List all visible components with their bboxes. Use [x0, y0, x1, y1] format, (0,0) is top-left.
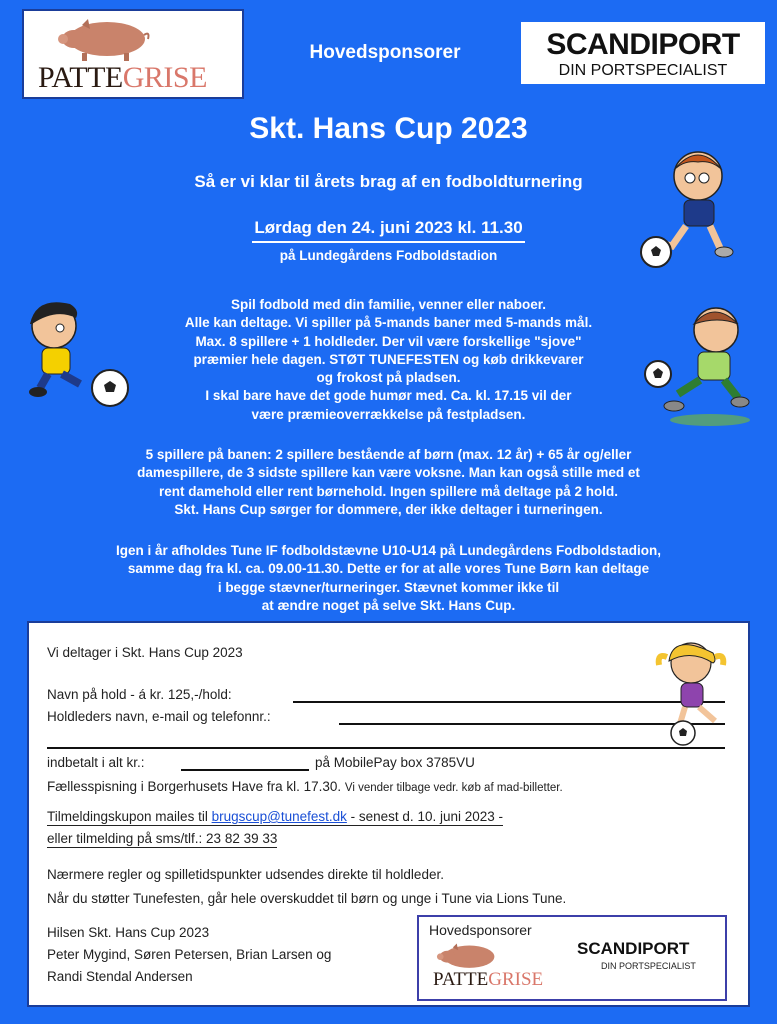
text-line: og frokost på pladsen.	[316, 370, 461, 386]
support-note: Når du støtter Tunefesten, går hele overskuddet til børn og unge i Tune via Lions Tune.	[47, 891, 567, 906]
text-line: rent damehold eller rent børnehold. Ingen spillere må deltage på 2 hold.	[158, 483, 619, 499]
organizer-names-1: Peter Mygind, Søren Petersen, Brian Larsen og	[47, 947, 332, 962]
scandiport-wordmark: SCANDIPORT	[546, 28, 740, 61]
intro-paragraph	[0, 296, 777, 424]
team-name-label: Navn på hold - á kr. 125,-/hold:	[47, 687, 232, 702]
scandiport-tagline: DIN PORTSPECIALIST	[558, 62, 728, 79]
coupon-intro: Vi deltager i Skt. Hans Cup 2023	[47, 645, 243, 660]
greeting: Hilsen Skt. Hans Cup 2023	[47, 925, 210, 940]
text-line: Spil fodbold med din familie, venner eller naboer.	[230, 297, 547, 312]
mail-instructions: Tilmeldingskupon mailes til brugscup@tunefest.dk - senest d. 10. juni 2023 -	[47, 809, 503, 824]
page-title: Skt. Hans Cup 2023	[249, 112, 528, 145]
text-line: 5 spillere på banen: 2 spillere bestående af børn (max. 12 år) + 65 år og/eller	[145, 447, 632, 462]
text-line: damespillere, de 3 sidste spillere kan være voksne. Man kan også stille med et	[137, 465, 640, 481]
sponsor-pattegrise: PATTEGRISE	[433, 969, 544, 990]
email-link[interactable]: brugscup@tunefest.dk	[211, 809, 347, 824]
text-line: præmier hele dagen. STØT TUNEFESTEN og køb drikkevarer	[193, 351, 584, 367]
text-line: samme dag fra kl. ca. 09.00-11.30. Dette er for at alle vores Tune Børn kan deltage	[127, 561, 650, 577]
mobilepay-text: på MobilePay box 3785VU	[315, 755, 475, 770]
text-line: i begge stævner/turneringer. Stævnet kommer ikke til	[217, 579, 560, 595]
subtitle: Så er vi klar til årets brag af en fodboldturnering	[194, 172, 583, 191]
kid-kicking-ball-icon	[636, 146, 746, 272]
text-line: at ændre noget på selve Skt. Hans Cup.	[261, 597, 516, 613]
pattegrise-logo	[22, 9, 244, 99]
pig-icon	[52, 17, 152, 65]
main-sponsors-label: Hovedsponsorer	[309, 42, 461, 63]
registration-coupon	[27, 621, 750, 1007]
text-line: Skt. Hans Cup sørger for dommere, der ikke deltager i turneringen.	[174, 501, 603, 517]
girl-with-ball-icon	[653, 633, 731, 751]
pattegrise-wordmark: PATTEGRISE	[38, 61, 207, 94]
text-line: Max. 8 spillere + 1 holdleder. Der vil være forskellige "sjove"	[195, 333, 582, 349]
organizer-names-2: Randi Stendal Andersen	[47, 969, 193, 984]
youth-tournament-paragraph	[0, 542, 777, 615]
extra-line-field[interactable]	[47, 747, 725, 749]
text-line: I skal bare have det gode humør med. Ca. kl. 17.15 vil der	[205, 388, 572, 404]
sponsor-box-label: Hovedsponsorer	[429, 922, 532, 938]
sponsor-scandiport-tagline: DIN PORTSPECIALIST	[601, 961, 696, 971]
text-line: være præmieoverrækkelse på festpladsen.	[251, 406, 526, 422]
dinner-text: Fællesspisning i Borgerhusets Have fra kl. 17.30. Vi vender tilbage vedr. køb af mad-billetter.	[47, 779, 563, 794]
scandiport-logo	[521, 22, 765, 84]
event-venue: på Lundegårdens Fodboldstadion	[279, 248, 498, 263]
text-line: Alle kan deltage. Vi spiller på 5-mands baner med 5-mands mål.	[184, 315, 593, 331]
text-line: Igen i år afholdes Tune IF fodboldstævne U10-U14 på Lundegårdens Fodboldstadion,	[115, 543, 662, 558]
event-date: Lørdag den 24. juni 2023 kl. 11.30	[0, 218, 777, 243]
rules-note: Nærmere regler og spilletidspunkter udsendes direkte til holdleder.	[47, 867, 444, 882]
paid-label: indbetalt i alt kr.:	[47, 755, 145, 770]
sponsor-box	[417, 915, 727, 1001]
sponsor-scandiport: SCANDIPORT	[577, 939, 690, 958]
rules-paragraph	[0, 446, 777, 519]
sms-instructions: eller tilmelding på sms/tlf.: 23 82 39 33	[47, 831, 278, 846]
leader-info-label: Holdleders navn, e-mail og telefonnr.:	[47, 709, 271, 724]
paid-amount-field[interactable]	[181, 769, 309, 771]
